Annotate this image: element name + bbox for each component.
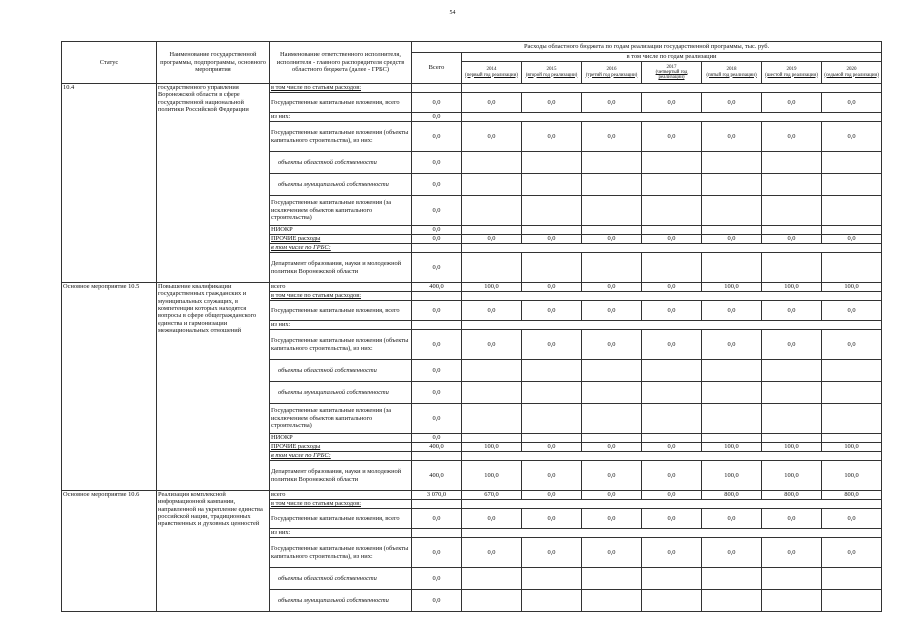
row-year-value	[762, 226, 822, 235]
row-year-value	[642, 226, 702, 235]
row-year-value	[582, 434, 642, 443]
row-year-value: 0,0	[642, 461, 702, 491]
row-year-value: 0,0	[642, 122, 702, 152]
row-year-value: 0,0	[522, 283, 582, 292]
row-year-value: 100,0	[702, 283, 762, 292]
row-label: в том числе по ГРБС:	[270, 452, 412, 461]
row-year-value: 0,0	[582, 443, 642, 452]
row-year-value	[522, 174, 582, 196]
row-year-value	[522, 568, 582, 590]
row-empty-years	[462, 500, 882, 509]
row-year-value: 0,0	[462, 509, 522, 529]
row-year-value	[582, 568, 642, 590]
row-label: ПРОЧИЕ расходы	[270, 443, 412, 452]
row-year-value	[762, 382, 822, 404]
row-year-value: 0,0	[522, 509, 582, 529]
header-year-label: 2018	[726, 67, 737, 73]
row-label: Государственные капитальные вложения (за исключением объектов капитального строительства)	[270, 404, 412, 434]
row-year-value	[822, 568, 882, 590]
row-year-value: 0,0	[582, 93, 642, 113]
row-year-value	[642, 196, 702, 226]
header-year-label: 2017	[666, 64, 677, 70]
row-year-value: 0,0	[582, 301, 642, 321]
row-label: всего	[270, 283, 412, 292]
row-label: Государственные капитальные вложения (объекты капитального строительства), из них:	[270, 538, 412, 568]
header-year-note: (первый год реализации)	[465, 72, 518, 78]
row-year-value	[702, 568, 762, 590]
row-total: 0,0	[412, 122, 462, 152]
row-year-value: 0,0	[702, 509, 762, 529]
row-year-value: 0,0	[642, 443, 702, 452]
row-year-value	[702, 196, 762, 226]
section-name: государственного управления Воронежской области в сфере государственной национальной политики Российской Федерации	[157, 84, 270, 283]
header-by-years: в том числе по годам реализации	[462, 53, 882, 62]
row-year-value	[582, 196, 642, 226]
row-year-value: 0,0	[642, 509, 702, 529]
row-year-value: 100,0	[702, 461, 762, 491]
row-year-value	[822, 152, 882, 174]
row-year-value: 0,0	[582, 283, 642, 292]
row-year-value: 0,0	[462, 235, 522, 244]
row-year-value	[642, 404, 702, 434]
row-year-value	[702, 152, 762, 174]
header-year	[822, 62, 882, 84]
row-label: Государственные капитальные вложения, всего	[270, 509, 412, 529]
row-year-value: 0,0	[462, 93, 522, 113]
row-label: объекты муниципальной собственности	[270, 174, 412, 196]
row-year-value: 800,0	[762, 491, 822, 500]
row-year-value: 0,0	[582, 491, 642, 500]
row-year-value	[822, 404, 882, 434]
header-year-label: 2020	[846, 67, 857, 73]
row-year-value	[522, 590, 582, 612]
row-year-value	[462, 360, 522, 382]
row-label: Департамент образования, науки и молодежной политики Воронежской области	[270, 253, 412, 283]
row-year-value	[822, 382, 882, 404]
row-total: 0,0	[412, 382, 462, 404]
row-total: 400,0	[412, 461, 462, 491]
header-year-label: 2019	[786, 67, 797, 73]
row-year-value: 0,0	[642, 93, 702, 113]
row-year-value: 0,0	[822, 235, 882, 244]
row-year-value	[582, 152, 642, 174]
row-year-value: 0,0	[702, 330, 762, 360]
row-total	[412, 452, 462, 461]
row-year-value: 0,0	[642, 491, 702, 500]
header-year	[642, 62, 702, 84]
row-label: объекты муниципальной собственности	[270, 590, 412, 612]
row-label: Государственные капитальные вложения (объекты капитального строительства), из них:	[270, 330, 412, 360]
row-year-value: 0,0	[642, 283, 702, 292]
row-year-value: 100,0	[822, 443, 882, 452]
row-year-value: 0,0	[762, 122, 822, 152]
row-year-value	[582, 226, 642, 235]
header-year-label: 2015	[546, 67, 557, 73]
row-empty-years	[462, 321, 882, 330]
row-year-value: 0,0	[642, 538, 702, 568]
row-empty-years	[462, 113, 882, 122]
row-year-value	[762, 568, 822, 590]
header-year	[462, 62, 522, 84]
row-year-value	[462, 568, 522, 590]
section-status: Основное мероприятие 10.5	[62, 283, 157, 491]
row-year-value	[522, 226, 582, 235]
row-total	[412, 321, 462, 330]
row-year-value: 0,0	[702, 122, 762, 152]
table-body	[62, 84, 882, 612]
row-year-value: 800,0	[702, 491, 762, 500]
row-label: объекты областной собственности	[270, 568, 412, 590]
row-year-value: 0,0	[522, 235, 582, 244]
row-total	[412, 292, 462, 301]
row-year-value: 100,0	[762, 283, 822, 292]
row-year-value	[462, 434, 522, 443]
row-year-value	[582, 253, 642, 283]
row-year-value: 0,0	[462, 538, 522, 568]
row-year-value	[702, 174, 762, 196]
row-year-value	[582, 404, 642, 434]
row-year-value	[762, 152, 822, 174]
row-year-value: 100,0	[702, 443, 762, 452]
row-year-value	[642, 253, 702, 283]
row-empty-years	[462, 244, 882, 253]
row-total: 0,0	[412, 253, 462, 283]
row-total: 0,0	[412, 174, 462, 196]
row-year-value	[642, 568, 702, 590]
row-total: 0,0	[412, 590, 462, 612]
row-year-value: 0,0	[702, 235, 762, 244]
table-row	[62, 283, 882, 292]
row-label: из них:	[270, 321, 412, 330]
row-year-value	[642, 382, 702, 404]
row-year-value	[522, 404, 582, 434]
row-year-value: 0,0	[762, 330, 822, 360]
row-year-value	[582, 382, 642, 404]
row-year-value: 100,0	[822, 461, 882, 491]
row-total: 0,0	[412, 301, 462, 321]
row-year-value: 0,0	[702, 538, 762, 568]
row-year-value	[762, 360, 822, 382]
row-total: 0,0	[412, 509, 462, 529]
row-total: 0,0	[412, 330, 462, 360]
header-year-label: 2014	[486, 67, 497, 73]
header-status: Статус	[62, 42, 157, 84]
row-year-value: 0,0	[822, 93, 882, 113]
row-label: всего	[270, 491, 412, 500]
row-year-value: 0,0	[582, 235, 642, 244]
row-year-value	[702, 434, 762, 443]
row-year-value: 100,0	[822, 283, 882, 292]
row-total: 0,0	[412, 568, 462, 590]
row-year-value: 0,0	[822, 330, 882, 360]
row-label: объекты областной собственности	[270, 360, 412, 382]
row-year-value: 0,0	[462, 330, 522, 360]
row-label: в том числе по статьям расходов:	[270, 84, 412, 93]
row-year-value	[762, 253, 822, 283]
row-year-value	[462, 382, 522, 404]
row-year-value	[642, 434, 702, 443]
row-year-value	[462, 174, 522, 196]
row-year-value: 0,0	[522, 443, 582, 452]
row-total	[412, 84, 462, 93]
row-year-value: 0,0	[762, 235, 822, 244]
row-year-value	[762, 174, 822, 196]
row-year-value	[702, 226, 762, 235]
header-year-note: (второй год реализации)	[525, 72, 578, 78]
row-year-value	[642, 152, 702, 174]
row-label: в том числе по ГРБС:	[270, 244, 412, 253]
row-year-value	[642, 360, 702, 382]
row-label: в том числе по статьям расходов:	[270, 292, 412, 301]
row-year-value	[822, 174, 882, 196]
row-total: 3 070,0	[412, 491, 462, 500]
row-year-value: 0,0	[822, 122, 882, 152]
row-total: 400,0	[412, 283, 462, 292]
section-status: 10.4	[62, 84, 157, 283]
row-year-value: 0,0	[522, 301, 582, 321]
row-total: 0,0	[412, 360, 462, 382]
row-year-value: 0,0	[642, 301, 702, 321]
row-year-value	[522, 152, 582, 174]
row-year-value: 0,0	[522, 330, 582, 360]
header-year-note: (третий год реализации)	[585, 72, 638, 78]
row-year-value: 0,0	[762, 538, 822, 568]
row-year-value: 0,0	[522, 122, 582, 152]
table-row	[62, 84, 882, 93]
row-year-value	[822, 590, 882, 612]
row-year-value: 0,0	[522, 538, 582, 568]
row-year-value	[522, 253, 582, 283]
row-year-value: 0,0	[762, 93, 822, 113]
row-year-value: 0,0	[642, 330, 702, 360]
table-row	[62, 491, 882, 500]
header-year-label: 2016	[606, 67, 617, 73]
row-total: 0,0	[412, 196, 462, 226]
row-year-value: 0,0	[762, 301, 822, 321]
row-year-value	[762, 590, 822, 612]
row-year-value	[822, 360, 882, 382]
row-label: Государственные капитальные вложения (объекты капитального строительства), из них:	[270, 122, 412, 152]
row-total	[412, 244, 462, 253]
row-year-value	[702, 590, 762, 612]
row-empty-years	[462, 452, 882, 461]
row-year-value: 0,0	[462, 301, 522, 321]
row-year-value	[522, 196, 582, 226]
row-year-value: 0,0	[522, 93, 582, 113]
row-year-value	[522, 434, 582, 443]
row-year-value: 0,0	[822, 509, 882, 529]
row-year-value	[702, 360, 762, 382]
row-total: 400,0	[412, 443, 462, 452]
row-year-value: 0,0	[582, 330, 642, 360]
row-year-value	[702, 382, 762, 404]
row-year-value	[642, 590, 702, 612]
header-executor: Наименование ответственного исполнителя, исполнителя - главного распорядителя средств областного бюджета (далее - ГРБС)	[270, 42, 412, 84]
row-year-value	[822, 434, 882, 443]
row-year-value	[522, 382, 582, 404]
row-total: 0,0	[412, 434, 462, 443]
row-year-value: 0,0	[522, 461, 582, 491]
row-total: 0,0	[412, 226, 462, 235]
row-year-value: 800,0	[822, 491, 882, 500]
row-year-value	[462, 196, 522, 226]
row-year-value	[582, 360, 642, 382]
row-empty-years	[462, 529, 882, 538]
row-total	[412, 529, 462, 538]
budget-table	[61, 41, 882, 612]
row-year-value	[702, 404, 762, 434]
section-status: Основное мероприятие 10.6	[62, 491, 157, 612]
header-year	[582, 62, 642, 84]
row-year-value: 0,0	[462, 122, 522, 152]
row-year-value: 100,0	[462, 443, 522, 452]
header-expenses-title: Расходы областного бюджета по годам реализации государственной программы, тыс. руб.	[412, 42, 882, 53]
row-year-value: 0,0	[822, 301, 882, 321]
row-year-value: 0,0	[702, 93, 762, 113]
row-year-value	[822, 226, 882, 235]
row-label: ПРОЧИЕ расходы	[270, 235, 412, 244]
row-year-value	[462, 226, 522, 235]
header-year	[522, 62, 582, 84]
row-year-value: 0,0	[582, 538, 642, 568]
row-year-value: 100,0	[762, 443, 822, 452]
row-label: Государственные капитальные вложения (за исключением объектов капитального строительства)	[270, 196, 412, 226]
row-label: Департамент образования, науки и молодежной политики Воронежской области	[270, 461, 412, 491]
row-year-value: 0,0	[822, 538, 882, 568]
row-year-value	[642, 174, 702, 196]
row-year-value	[582, 590, 642, 612]
row-year-value: 100,0	[462, 283, 522, 292]
row-label: объекты муниципальной собственности	[270, 382, 412, 404]
row-year-value	[462, 152, 522, 174]
row-year-value: 100,0	[762, 461, 822, 491]
page-number: 54	[449, 10, 456, 16]
row-label: объекты областной собственности	[270, 152, 412, 174]
row-year-value	[762, 404, 822, 434]
header-program-name: Наименование государственной программы, подпрограммы, основного мероприятия	[157, 42, 270, 84]
row-total: 0,0	[412, 93, 462, 113]
row-year-value	[762, 196, 822, 226]
table-header	[62, 42, 882, 84]
row-year-value: 0,0	[522, 491, 582, 500]
row-year-value: 100,0	[462, 461, 522, 491]
row-year-value	[522, 360, 582, 382]
header-year-note: (шестой год реализации)	[765, 72, 818, 78]
row-empty-years	[462, 84, 882, 93]
row-year-value: 0,0	[582, 461, 642, 491]
row-year-value	[462, 590, 522, 612]
row-total	[412, 500, 462, 509]
section-name: Реализация комплексной информационной кампании, направленной на укрепление единства российской нации, традиционных нравственных и духовных ценностей	[157, 491, 270, 612]
row-year-value: 670,0	[462, 491, 522, 500]
row-label: в том числе по статьям расходов:	[270, 500, 412, 509]
row-year-value	[762, 434, 822, 443]
header-year	[762, 62, 822, 84]
row-label: Государственные капитальные вложения, всего	[270, 301, 412, 321]
section-name: Повышение квалификации государственных гражданских и муниципальных служащих, в компетенции которых находятся вопросы в сфере общегражданского единства и гармонизации межнациональных отношений	[157, 283, 270, 491]
row-year-value: 0,0	[582, 122, 642, 152]
header-total: Всего	[412, 53, 462, 84]
row-label: из них:	[270, 529, 412, 538]
row-year-value	[822, 253, 882, 283]
row-year-value: 0,0	[762, 509, 822, 529]
row-empty-years	[462, 292, 882, 301]
row-year-value: 0,0	[702, 301, 762, 321]
row-total: 0,0	[412, 538, 462, 568]
row-total: 0,0	[412, 235, 462, 244]
header-year-note: (седьмой год реализации)	[824, 72, 879, 78]
header-year	[702, 62, 762, 84]
row-total: 0,0	[412, 152, 462, 174]
row-year-value: 0,0	[582, 509, 642, 529]
header-year-note: (пятый год реализации)	[706, 72, 757, 78]
row-year-value: 0,0	[642, 235, 702, 244]
row-year-value	[582, 174, 642, 196]
row-year-value	[702, 253, 762, 283]
row-total: 0,0	[412, 404, 462, 434]
row-label: из них:	[270, 113, 412, 122]
header-year-note: (четвертый год реализации)	[655, 69, 688, 81]
row-year-value	[822, 196, 882, 226]
row-label: НИОКР	[270, 226, 412, 235]
row-label: НИОКР	[270, 434, 412, 443]
row-year-value	[462, 253, 522, 283]
row-label: Государственные капитальные вложения, всего	[270, 93, 412, 113]
row-total: 0,0	[412, 113, 462, 122]
row-year-value	[462, 404, 522, 434]
